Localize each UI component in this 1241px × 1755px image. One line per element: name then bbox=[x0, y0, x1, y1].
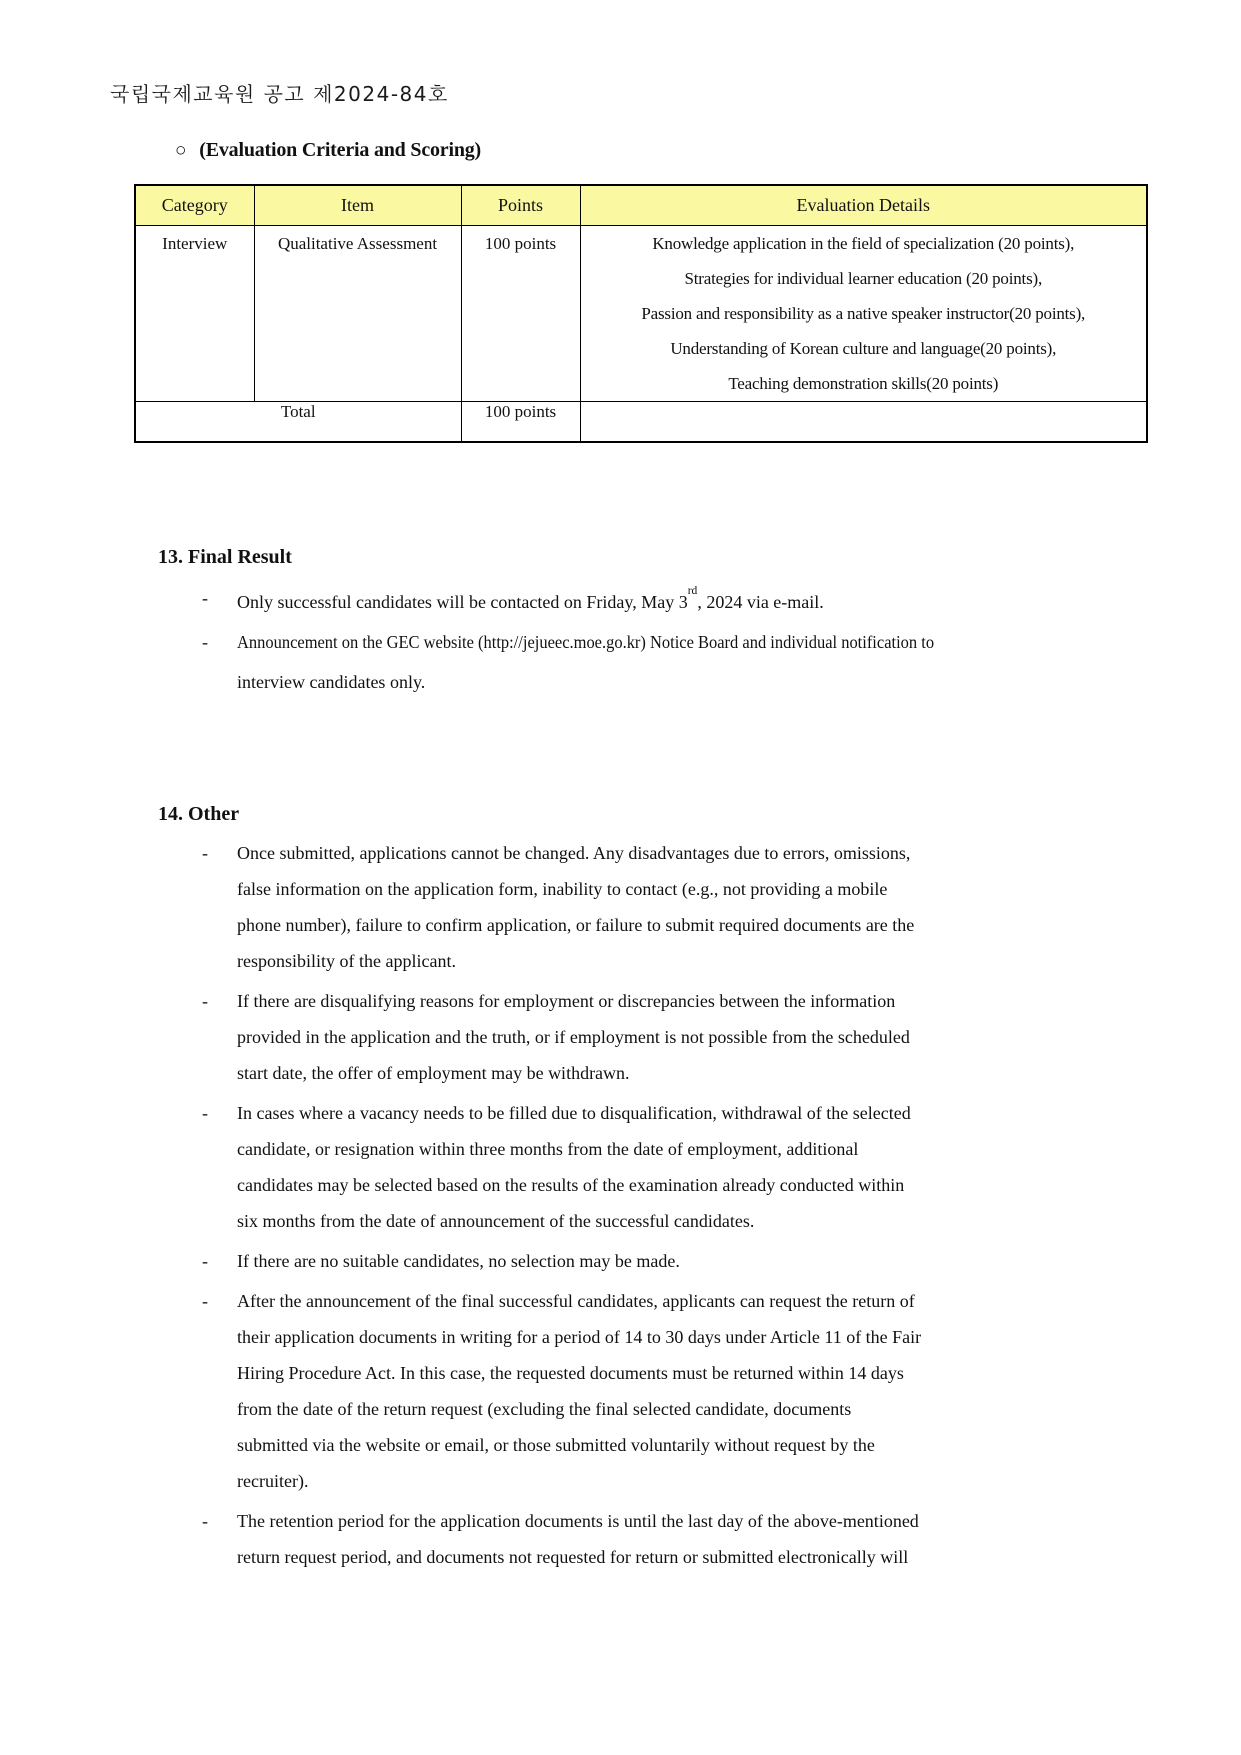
dash-bullet-icon: - bbox=[202, 632, 208, 652]
text-line: false information on the application form, inability to contact (e.g., not providing a mobile bbox=[237, 879, 888, 899]
bullet-text-post: , 2024 via e-mail. bbox=[697, 592, 824, 612]
text-line: return request period, and documents not requested for return or submitted electronically will bbox=[237, 1547, 909, 1567]
table-row-interview bbox=[135, 226, 1147, 402]
ordinal-superscript: rd bbox=[687, 585, 698, 597]
cell-item: Qualitative Assessment bbox=[254, 226, 461, 402]
bullet-item bbox=[202, 1243, 1178, 1279]
text-line: submitted via the website or email, or those submitted voluntarily without request by the bbox=[237, 1435, 875, 1455]
dash-bullet-icon: - bbox=[202, 588, 208, 608]
text-line: Passion and responsibility as a native speaker instructor(20 points), bbox=[641, 304, 1086, 323]
text-line: If there are no suitable candidates, no selection may be made. bbox=[237, 1251, 680, 1271]
bullet-text-pre: Only successful candidates will be contacted on Friday, May 3 bbox=[237, 592, 688, 612]
dash-bullet-icon: - bbox=[202, 991, 208, 1011]
table-total-row bbox=[135, 402, 1147, 443]
bullet-item bbox=[202, 1503, 1178, 1575]
text-line: In cases where a vacancy needs to be filled due to disqualification, withdrawal of the selected bbox=[237, 1103, 911, 1123]
text-line: from the date of the return request (excluding the final selected candidate, documents bbox=[237, 1399, 852, 1419]
bullet-text bbox=[237, 1503, 1178, 1575]
text-line: their application documents in writing for a period of 14 to 30 days under Article 11 of the Fair bbox=[237, 1327, 922, 1347]
bullet-text bbox=[237, 835, 1178, 979]
text-line: Hiring Procedure Act. In this case, the requested documents must be returned within 14 days bbox=[237, 1363, 904, 1383]
circle-bullet-icon: ○ bbox=[175, 140, 187, 161]
evaluation-table bbox=[134, 184, 1148, 443]
col-header-item: Item bbox=[254, 185, 461, 226]
section-13-bullets bbox=[202, 578, 1178, 702]
text-line: start date, the offer of employment may be withdrawn. bbox=[237, 1063, 630, 1083]
text-line: The retention period for the application documents is until the last day of the above-mentioned bbox=[237, 1511, 919, 1531]
bullet-text bbox=[237, 1243, 1178, 1279]
bullet-item bbox=[202, 983, 1178, 1091]
bullet-item bbox=[202, 578, 1178, 622]
text-line: phone number), failure to confirm application, or failure to submit required documents are the bbox=[237, 915, 915, 935]
col-header-category: Category bbox=[135, 185, 254, 226]
col-header-points: Points bbox=[461, 185, 580, 226]
bullet-text bbox=[237, 1283, 1178, 1499]
text-line: responsibility of the applicant. bbox=[237, 951, 456, 971]
cell-total-points: 100 points bbox=[461, 402, 580, 443]
cell-total-details-empty bbox=[580, 402, 1147, 443]
bullet-text bbox=[237, 983, 1178, 1091]
bullet-item bbox=[202, 622, 1178, 702]
bullet-text bbox=[237, 578, 1178, 622]
section-13-heading: 13. Final Result bbox=[158, 546, 292, 568]
text-line: six months from the date of announcement of the successful candidates. bbox=[237, 1211, 755, 1231]
bullet-item bbox=[202, 1283, 1178, 1499]
col-header-details: Evaluation Details bbox=[580, 185, 1147, 226]
bullet-item bbox=[202, 835, 1178, 979]
text-line: Teaching demonstration skills(20 points) bbox=[728, 374, 999, 393]
text-line: Announcement on the GEC website (http://jejueec.moe.go.kr) Notice Board and individual notification to bbox=[237, 632, 935, 652]
cell-points: 100 points bbox=[461, 226, 580, 402]
evaluation-title-text: (Evaluation Criteria and Scoring) bbox=[199, 139, 482, 161]
text-line bbox=[237, 578, 1178, 622]
text-line: provided in the application and the truth, or if employment is not possible from the scheduled bbox=[237, 1027, 910, 1047]
cell-total-label: Total bbox=[135, 402, 461, 443]
text-line: Understanding of Korean culture and language(20 points), bbox=[670, 339, 1057, 358]
dash-bullet-icon: - bbox=[202, 1291, 208, 1311]
text-line: Once submitted, applications cannot be changed. Any disadvantages due to errors, omissions, bbox=[237, 843, 911, 863]
section-other bbox=[158, 801, 1178, 1579]
table-header-row bbox=[135, 185, 1147, 226]
text-line: Strategies for individual learner education (20 points), bbox=[684, 269, 1042, 288]
text-line: interview candidates only. bbox=[237, 672, 426, 692]
text-line: Knowledge application in the field of specialization (20 points), bbox=[652, 234, 1075, 253]
dash-bullet-icon: - bbox=[202, 1251, 208, 1271]
bullet-text bbox=[237, 1095, 1178, 1239]
bullet-item bbox=[202, 1095, 1178, 1239]
cell-evaluation-details bbox=[580, 226, 1147, 402]
cell-category: Interview bbox=[135, 226, 254, 402]
dash-bullet-icon: - bbox=[202, 843, 208, 863]
section-14-bullets bbox=[202, 835, 1178, 1575]
bullet-text bbox=[237, 622, 1178, 702]
text-line: candidate, or resignation within three months from the date of employment, additional bbox=[237, 1139, 859, 1159]
dash-bullet-icon: - bbox=[202, 1511, 208, 1531]
evaluation-title bbox=[175, 139, 481, 162]
dash-bullet-icon: - bbox=[202, 1103, 208, 1123]
doc-number: 국립국제교육원 공고 제2024-84호 bbox=[110, 82, 449, 106]
text-line: If there are disqualifying reasons for employment or discrepancies between the information bbox=[237, 991, 896, 1011]
section-14-heading: 14. Other bbox=[158, 803, 240, 825]
text-line: candidates may be selected based on the results of the examination already conducted within bbox=[237, 1175, 905, 1195]
text-line: recruiter). bbox=[237, 1471, 309, 1491]
section-final-result bbox=[158, 544, 1178, 702]
text-line: After the announcement of the final successful candidates, applicants can request the return of bbox=[237, 1291, 915, 1311]
